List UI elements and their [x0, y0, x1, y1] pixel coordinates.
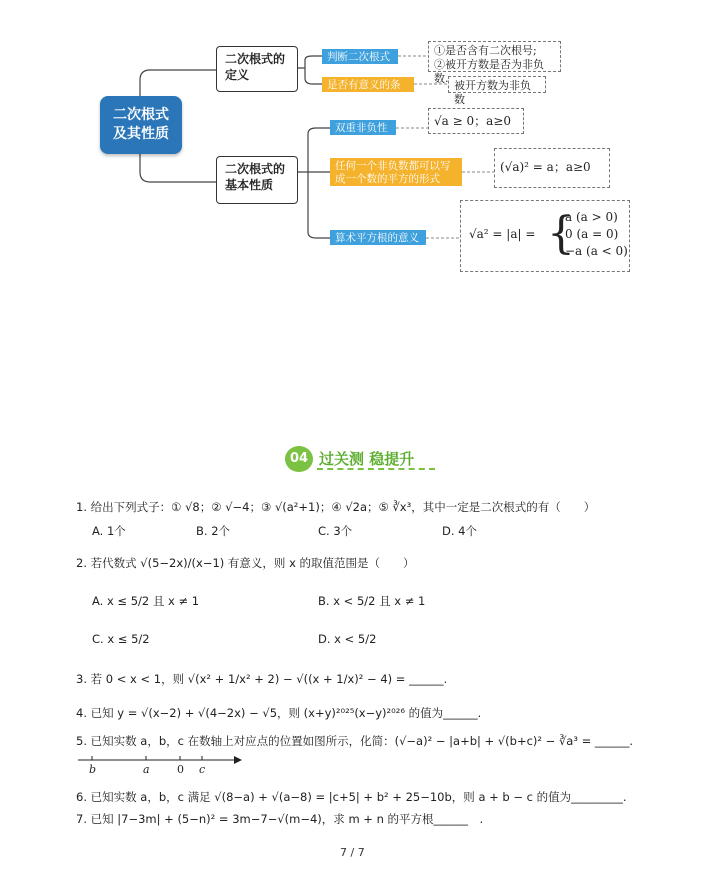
formula-abs-lhs: √a² = |a| = — [469, 227, 536, 241]
note-judge-line-1: ①是否含有二次根号; — [434, 44, 537, 57]
formula-square — [494, 148, 610, 188]
section-title: 过关测 稳提升 — [319, 450, 415, 468]
numberline-label-0: 0 — [177, 763, 184, 776]
page-number: 7 / 7 — [340, 846, 365, 859]
q2-option-b: B. x < 5/2 且 x ≠ 1 — [318, 594, 426, 608]
tag-condition — [322, 77, 414, 104]
formula-square-text: (√a)² = a；a≥0 — [500, 160, 591, 174]
tag-nonneg — [330, 120, 396, 135]
question-5: 5. 已知实数 a，b，c 在数轴上对应点的位置如图所示，化简：(√−a)² − |a+b| + √(b+c)² − ∛a³ = ______. — [76, 734, 634, 748]
tag-nonneg-label: 双重非负性 — [335, 122, 388, 134]
formula-abs — [460, 200, 630, 272]
q1-option-d: D. 4个 — [442, 524, 477, 538]
q2-option-d: D. x < 5/2 — [318, 632, 377, 646]
numberline-label-c: c — [199, 763, 206, 776]
tag-judge — [322, 49, 398, 64]
section-number-badge: 04 — [285, 446, 313, 472]
brace-icon: { — [547, 208, 575, 259]
tag-judge-label: 判断二次根式 — [327, 51, 390, 63]
node-properties — [216, 156, 298, 204]
q1-option-a: A. 1个 — [92, 524, 126, 538]
number-line — [76, 752, 246, 778]
node-definition — [216, 46, 298, 92]
tag-square-form — [330, 158, 462, 186]
mindmap-root — [100, 96, 182, 154]
q1-option-b: B. 2个 — [196, 524, 231, 538]
numberline-label-b: b — [89, 763, 97, 776]
node-properties-label: 二次根式的基本性质 — [225, 162, 286, 192]
case-positive: a (a > 0) — [565, 210, 618, 224]
question-3: 3. 若 0 < x < 1，则 √(x² + 1/x² + 2) − √((x + 1/x)² − 4) = ______. — [76, 672, 448, 686]
tag-arith-root — [330, 230, 426, 245]
tag-condition-label: 是否有意义的条件 — [327, 79, 401, 104]
mindmap-root-label: 二次根式及其性质 — [113, 107, 169, 142]
note-judge — [428, 41, 561, 85]
question-1: 1. 给出下列式子：① √8；② √−4；③ √(a²+1)；④ √2a；⑤ ∛x³，其中一定是二次根式的有（ ） — [76, 500, 596, 514]
formula-nonneg-text: √a ≥ 0；a≥0 — [434, 114, 511, 128]
section-underline — [317, 468, 435, 470]
numberline-label-a: a — [143, 763, 150, 776]
q2-option-c: C. x ≤ 5/2 — [92, 632, 150, 646]
question-2: 2. 若代数式 √(5−2x)/(x−1) 有意义，则 x 的取值范围是（ ） — [76, 556, 415, 570]
q1-option-c: C. 3个 — [318, 524, 353, 538]
formula-nonneg — [428, 108, 524, 134]
tag-square-form-label: 任何一个非负数都可以写成一个数的平方的形式 — [335, 160, 451, 185]
note-condition-line: 被开方数为非负数 — [454, 79, 531, 106]
note-judge-line-2: ②被开方数是否为非负数. — [434, 58, 544, 85]
question-6: 6. 已知实数 a，b，c 满足 √(8−a) + √(a−8) = |c+5| + b² + 25−10b，则 a + b − c 的值为_________. — [76, 790, 627, 804]
question-4: 4. 已知 y = √(x−2) + √(4−2x) − √5，则 (x+y)²⁰²⁵(x−y)²⁰²⁶ 的值为______. — [76, 706, 482, 720]
case-negative: −a (a < 0) — [565, 244, 628, 258]
note-condition — [448, 76, 546, 106]
section-heading — [285, 444, 455, 474]
node-definition-label: 二次根式的定义 — [225, 52, 286, 82]
tag-arith-root-label: 算术平方根的意义 — [335, 232, 419, 244]
question-7: 7. 已知 |7−3m| + (5−n)² = 3m−7−√(m−4)，求 m + n 的平方根______ . — [76, 812, 484, 826]
q2-option-a: A. x ≤ 5/2 且 x ≠ 1 — [92, 594, 200, 608]
case-zero: 0 (a = 0) — [565, 227, 619, 241]
